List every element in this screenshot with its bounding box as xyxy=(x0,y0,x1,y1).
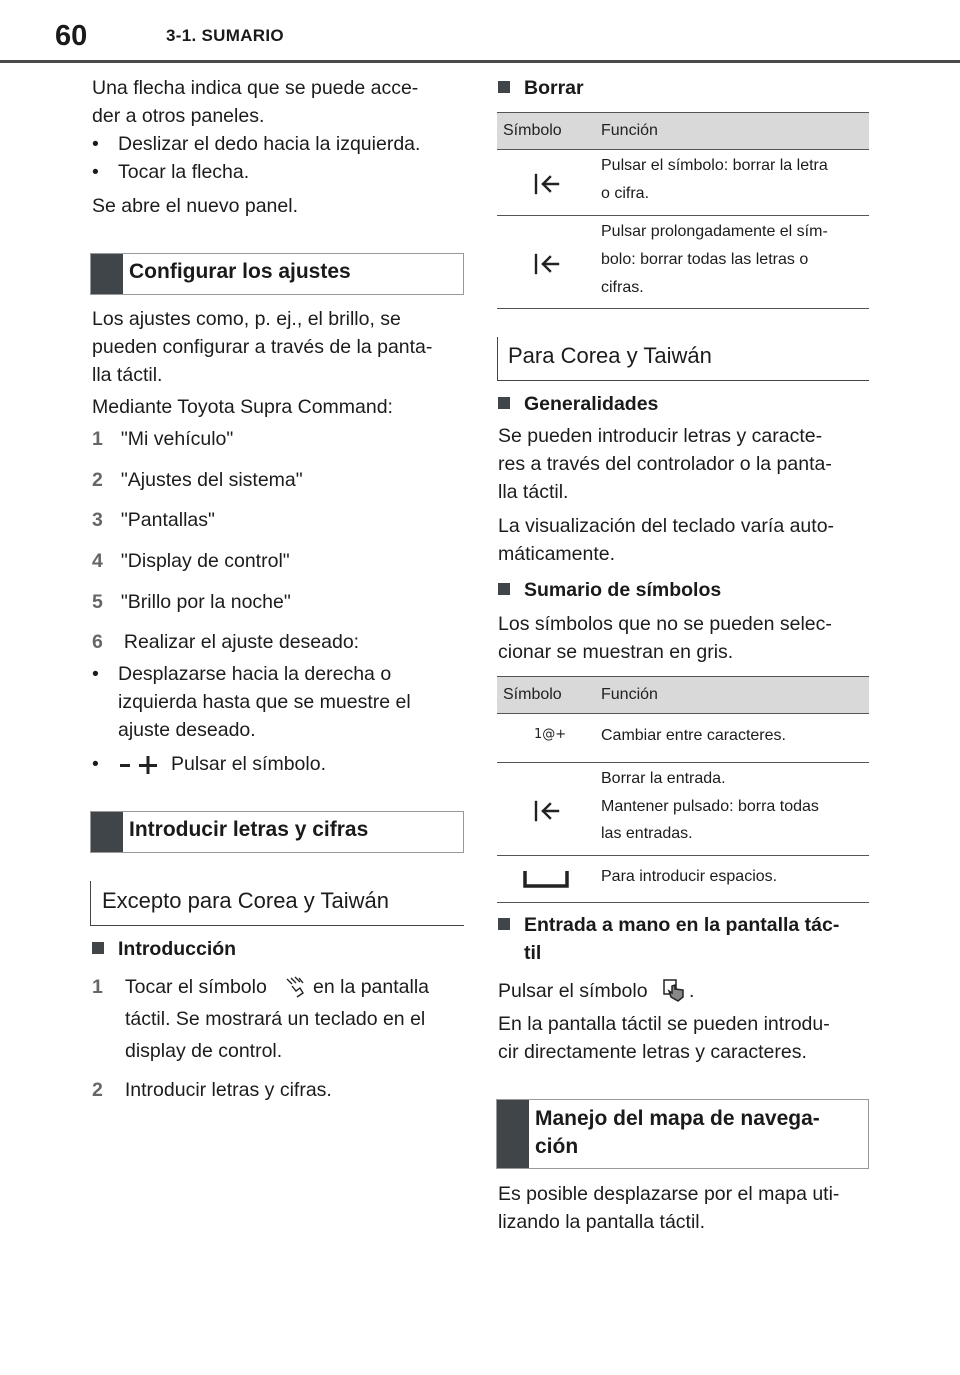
hand-para1-end: . xyxy=(689,980,695,1002)
square-bullet-icon xyxy=(498,81,510,93)
sum-para-line1: Los símbolos que no se pueden selec- xyxy=(498,613,832,635)
subhead-vertical-rule xyxy=(90,881,91,925)
table1-row2-line1: Pulsar prolongadamente el sím- xyxy=(601,223,828,240)
table2-bottom-rule xyxy=(497,902,869,903)
table1-row2-line3: cifras. xyxy=(601,279,644,296)
section-heading-configurar xyxy=(90,253,464,295)
minus-plus-icon xyxy=(118,754,162,776)
table2-row-rule xyxy=(497,855,869,856)
intro-bullet-1: • Deslizar el dedo hacia la izquierda. xyxy=(92,133,421,155)
hand-para1: Pulsar el símbolo xyxy=(498,980,648,1002)
table2-row2-line2: Mantener pulsado: borra todas xyxy=(601,798,819,815)
section-heading-introducir xyxy=(90,811,464,853)
page-number: 60 xyxy=(55,20,88,52)
settings-para-1: Los ajustes como, p. ej., el brillo, se xyxy=(92,308,401,330)
header-rule xyxy=(0,60,960,63)
step-number: 2 xyxy=(92,1079,103,1101)
subhead-excepto: Excepto para Corea y Taiwán xyxy=(102,888,389,913)
intro-step-1-line-2: táctil. Se mostrará un teclado en el xyxy=(125,1008,426,1030)
gen-para1-line2: res a través del controlador o la panta- xyxy=(498,453,832,475)
gen-para2-line2: máticamente. xyxy=(498,543,616,565)
handwriting-icon xyxy=(662,977,688,1003)
mano-heading-line2: til xyxy=(524,942,542,964)
borrar-heading: Borrar xyxy=(498,74,584,102)
hand-para2-line2: cir directamente letras y caracteres. xyxy=(498,1041,807,1063)
step6-bullet-2-text: Pulsar el símbolo. xyxy=(171,753,326,775)
table2-row2-line3: las entradas. xyxy=(601,825,693,842)
step-number: 4 xyxy=(92,550,103,572)
step6-bullet-1b: izquierda hasta que se muestre el xyxy=(118,691,411,713)
keyboard-hand-icon xyxy=(283,975,307,999)
intro-step-1-line-1: 1 Tocar el símbolo xyxy=(92,976,267,998)
table2-row1-line1: Cambiar entre caracteres. xyxy=(601,727,786,744)
sumario-heading: Sumario de símbolos xyxy=(498,576,721,604)
step-number: 2 xyxy=(92,469,103,491)
intro-step-1-line-3: display de control. xyxy=(125,1040,283,1062)
backspace-icon xyxy=(533,252,561,276)
gen-para2-line1: La visualización del teclado varía auto- xyxy=(498,515,835,537)
settings-para-3: lla táctil. xyxy=(92,364,163,386)
step-number: 5 xyxy=(92,591,103,613)
gen-para1-line1: Se pueden introducir letras y caracte- xyxy=(498,425,823,447)
settings-para-2: pueden configurar a través de la panta- xyxy=(92,336,433,358)
section-heading-mapa xyxy=(496,1099,869,1169)
section-title: 3-1. SUMARIO xyxy=(166,26,284,45)
step-2: 2 "Ajustes del sistema" xyxy=(92,469,303,491)
intro-line-1: Una flecha indica que se puede acce- xyxy=(92,77,419,99)
step-number: 1 xyxy=(92,428,103,450)
step6-bullet-1: • Desplazarse hacia la derecha o xyxy=(92,663,392,685)
intro-bullet-2: • Tocar la flecha. xyxy=(92,161,250,183)
table1-header xyxy=(497,112,869,150)
mano-heading-line1: Entrada a mano en la pantalla tác- xyxy=(498,911,839,939)
intro-step-1-line-1b: en la pantalla xyxy=(313,976,430,998)
intro-end: Se abre el nuevo panel. xyxy=(92,195,298,217)
table1-row1-line2: o cifra. xyxy=(601,185,650,202)
gen-para1-line3: lla táctil. xyxy=(498,481,569,503)
step-6: 6 Realizar el ajuste deseado: xyxy=(92,631,360,653)
step-number: 6 xyxy=(92,631,103,653)
step-number: 1 xyxy=(92,976,103,998)
subhead-rule xyxy=(497,380,869,381)
square-bullet-icon xyxy=(92,942,104,954)
space-icon xyxy=(522,868,570,890)
map-para-line2: lizando la pantalla táctil. xyxy=(498,1211,706,1233)
backspace-icon xyxy=(533,172,561,196)
backspace-icon xyxy=(533,799,561,823)
square-bullet-icon xyxy=(498,918,510,930)
introduccion-heading: Introducción xyxy=(92,935,236,963)
table1-row2-line2: bolo: borrar todas las letras o xyxy=(601,251,809,268)
subhead-rule xyxy=(90,925,464,926)
table2-col-symbol: Símbolo xyxy=(503,686,562,703)
table1-col-function: Función xyxy=(601,122,658,139)
intro-line-2: der a otros paneles. xyxy=(92,105,265,127)
section-heading-bar xyxy=(91,812,123,852)
square-bullet-icon xyxy=(498,397,510,409)
table2-col-function: Función xyxy=(601,686,658,703)
table1-row-rule xyxy=(497,215,869,216)
sum-para-line2: cionar se muestran en gris. xyxy=(498,641,734,663)
step6-bullet-1c: ajuste deseado. xyxy=(118,719,256,741)
step-4: 4 "Display de control" xyxy=(92,550,290,572)
table2-row3-line1: Para introducir espacios. xyxy=(601,868,778,885)
switch-characters-icon: 1@+ xyxy=(534,727,567,742)
step-1: 1 "Mi vehículo" xyxy=(92,428,234,450)
step-3: 3 "Pantallas" xyxy=(92,509,215,531)
table2-row-rule xyxy=(497,762,869,763)
map-para-line1: Es posible desplazarse por el mapa uti- xyxy=(498,1183,840,1205)
generalidades-heading: Generalidades xyxy=(498,390,658,418)
section-heading-bar xyxy=(497,1100,529,1168)
step-5: 5 "Brillo por la noche" xyxy=(92,591,291,613)
subhead-corea: Para Corea y Taiwán xyxy=(508,343,712,368)
table2-header xyxy=(497,676,869,714)
section-heading-bar xyxy=(91,254,123,294)
step6-bullet-2: • xyxy=(92,753,99,775)
subhead-vertical-rule xyxy=(497,337,498,381)
table1-col-symbol: Símbolo xyxy=(503,122,562,139)
table1-row1-line1: Pulsar el símbolo: borrar la letra xyxy=(601,157,828,174)
hand-para2-line1: En la pantalla táctil se pueden introdu- xyxy=(498,1013,830,1035)
table1-bottom-rule xyxy=(497,308,869,309)
section-heading-label-2: ción xyxy=(535,1135,579,1158)
section-heading-label: Introducir letras y cifras xyxy=(129,818,369,841)
section-heading-label-1: Manejo del mapa de navega- xyxy=(535,1107,820,1130)
settings-command: Mediante Toyota Supra Command: xyxy=(92,396,393,418)
square-bullet-icon xyxy=(498,583,510,595)
table2-row2-line1: Borrar la entrada. xyxy=(601,770,726,787)
section-heading-label: Configurar los ajustes xyxy=(129,260,351,283)
step-number: 3 xyxy=(92,509,103,531)
intro-step-2: 2 Introducir letras y cifras. xyxy=(92,1079,332,1101)
